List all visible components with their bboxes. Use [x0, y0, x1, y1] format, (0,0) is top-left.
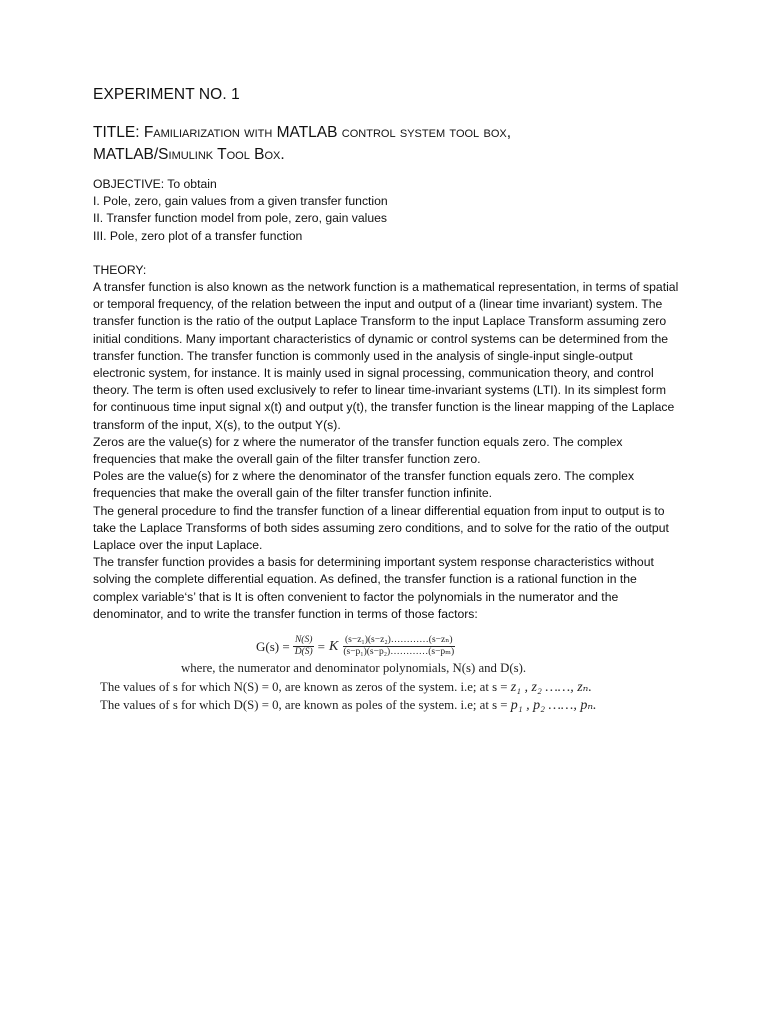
- theory-paragraph: Poles are the value(s) for z where the denominator of the transfer function equals zero. The complex frequencies that make the overall gain of the filter transfer function infinite.: [93, 469, 635, 501]
- equation-fraction-factors: [341, 635, 456, 658]
- title: [93, 122, 683, 166]
- equation-fraction-nd: [293, 635, 315, 658]
- theory-section: [93, 262, 683, 623]
- document-page: [93, 86, 683, 745]
- theory-paragraph: A transfer function is also known as the network function is a mathematical representation, in terms of spatial or temporal frequency, of the relation between the input and output of a (linear time invariant) system. The transfer function is the ratio of the output Laplace Transform to the input Laplace Transform assuming zero initial conditions. Many important characteristics of dynamic or control systems can be determined from the transfer function. The transfer function is commonly used in the analysis of single-input single-output electronic system, for instance. It is mainly used in signal processing, communication theory, and control theory. The term is often used exclusively to refer to linear time-invariant systems (LTI). In its simplest form for continuous time input signal x(t) and output y(t), the transfer function is the linear mapping of the Laplace transform of the input, X(s), to the output Y(s).: [93, 280, 679, 432]
- poles-text: The values of s for which D(S) = 0, are known as poles of the system. i.e; at s =: [100, 698, 508, 713]
- zeros-text: The values of s for which N(S) = 0, are known as zeros of the system. i.e; at s =: [100, 680, 508, 695]
- equation-equals: =: [317, 638, 325, 654]
- poles-definition: [100, 697, 597, 714]
- title-text-4: MATLAB/: [93, 146, 159, 163]
- objective-section: [93, 176, 683, 245]
- title-label: TITLE:: [93, 124, 140, 141]
- fraction-numerator: (s−z₁)(s−z₂)…………(s−zₙ): [344, 635, 453, 646]
- objective-item: II. Transfer function model from pole, zero, gain values: [93, 211, 387, 226]
- equation-line: [256, 635, 459, 658]
- objective-heading: OBJECTIVE: To obtain: [93, 177, 217, 191]
- title-text-2: MATLAB: [276, 124, 338, 141]
- equation-gain: K: [328, 638, 339, 654]
- theory-paragraph: Zeros are the value(s) for z where the numerator of the transfer function equals zero. The complex frequencies that make the overall gain of the filter transfer function zero.: [93, 434, 623, 467]
- title-text-1: Familiarization with: [143, 124, 273, 141]
- zeros-variables: z₁ , z₂ ……, zₙ.: [510, 680, 592, 696]
- experiment-number: EXPERIMENT NO. 1: [93, 86, 240, 103]
- equation-where: where, the numerator and denominator polynomials, N(s) and D(s).: [181, 661, 527, 676]
- fraction-numerator: N(S): [294, 635, 313, 646]
- theory-paragraph: The transfer function provides a basis for determining important system response characteristics without solving the complete differential equation. As defined, the transfer function is a rational function in the complex variable‘s’ that is It is often convenient to factor the polynomials in the numerator and the denominator, and to write the transfer function in terms of those factors:: [93, 555, 654, 621]
- title-text-5: Simulink Tool Box.: [158, 146, 285, 163]
- theory-heading: THEORY:: [93, 262, 147, 277]
- title-text-3: control system tool box,: [341, 124, 512, 141]
- fraction-denominator: (s−p₁)(s−p₂)…………(s−pₘ): [343, 647, 455, 658]
- poles-variables: p₁ , p₂ ……, pₙ.: [510, 698, 597, 714]
- theory-paragraph: The general procedure to find the transfer function of a linear differential equation from input to output is to take the Laplace Transforms of both sides assuming zero conditions, and to solve for the ratio of the output Laplace over the input Laplace.: [93, 503, 669, 553]
- zeros-definition: [100, 679, 592, 696]
- transfer-function-equation: [93, 635, 683, 745]
- objective-item: III. Pole, zero plot of a transfer function: [93, 228, 303, 243]
- objective-item: I. Pole, zero, gain values from a given transfer function: [93, 194, 388, 209]
- equation-lhs: G(s) =: [256, 638, 290, 654]
- fraction-denominator: D(S): [294, 647, 313, 658]
